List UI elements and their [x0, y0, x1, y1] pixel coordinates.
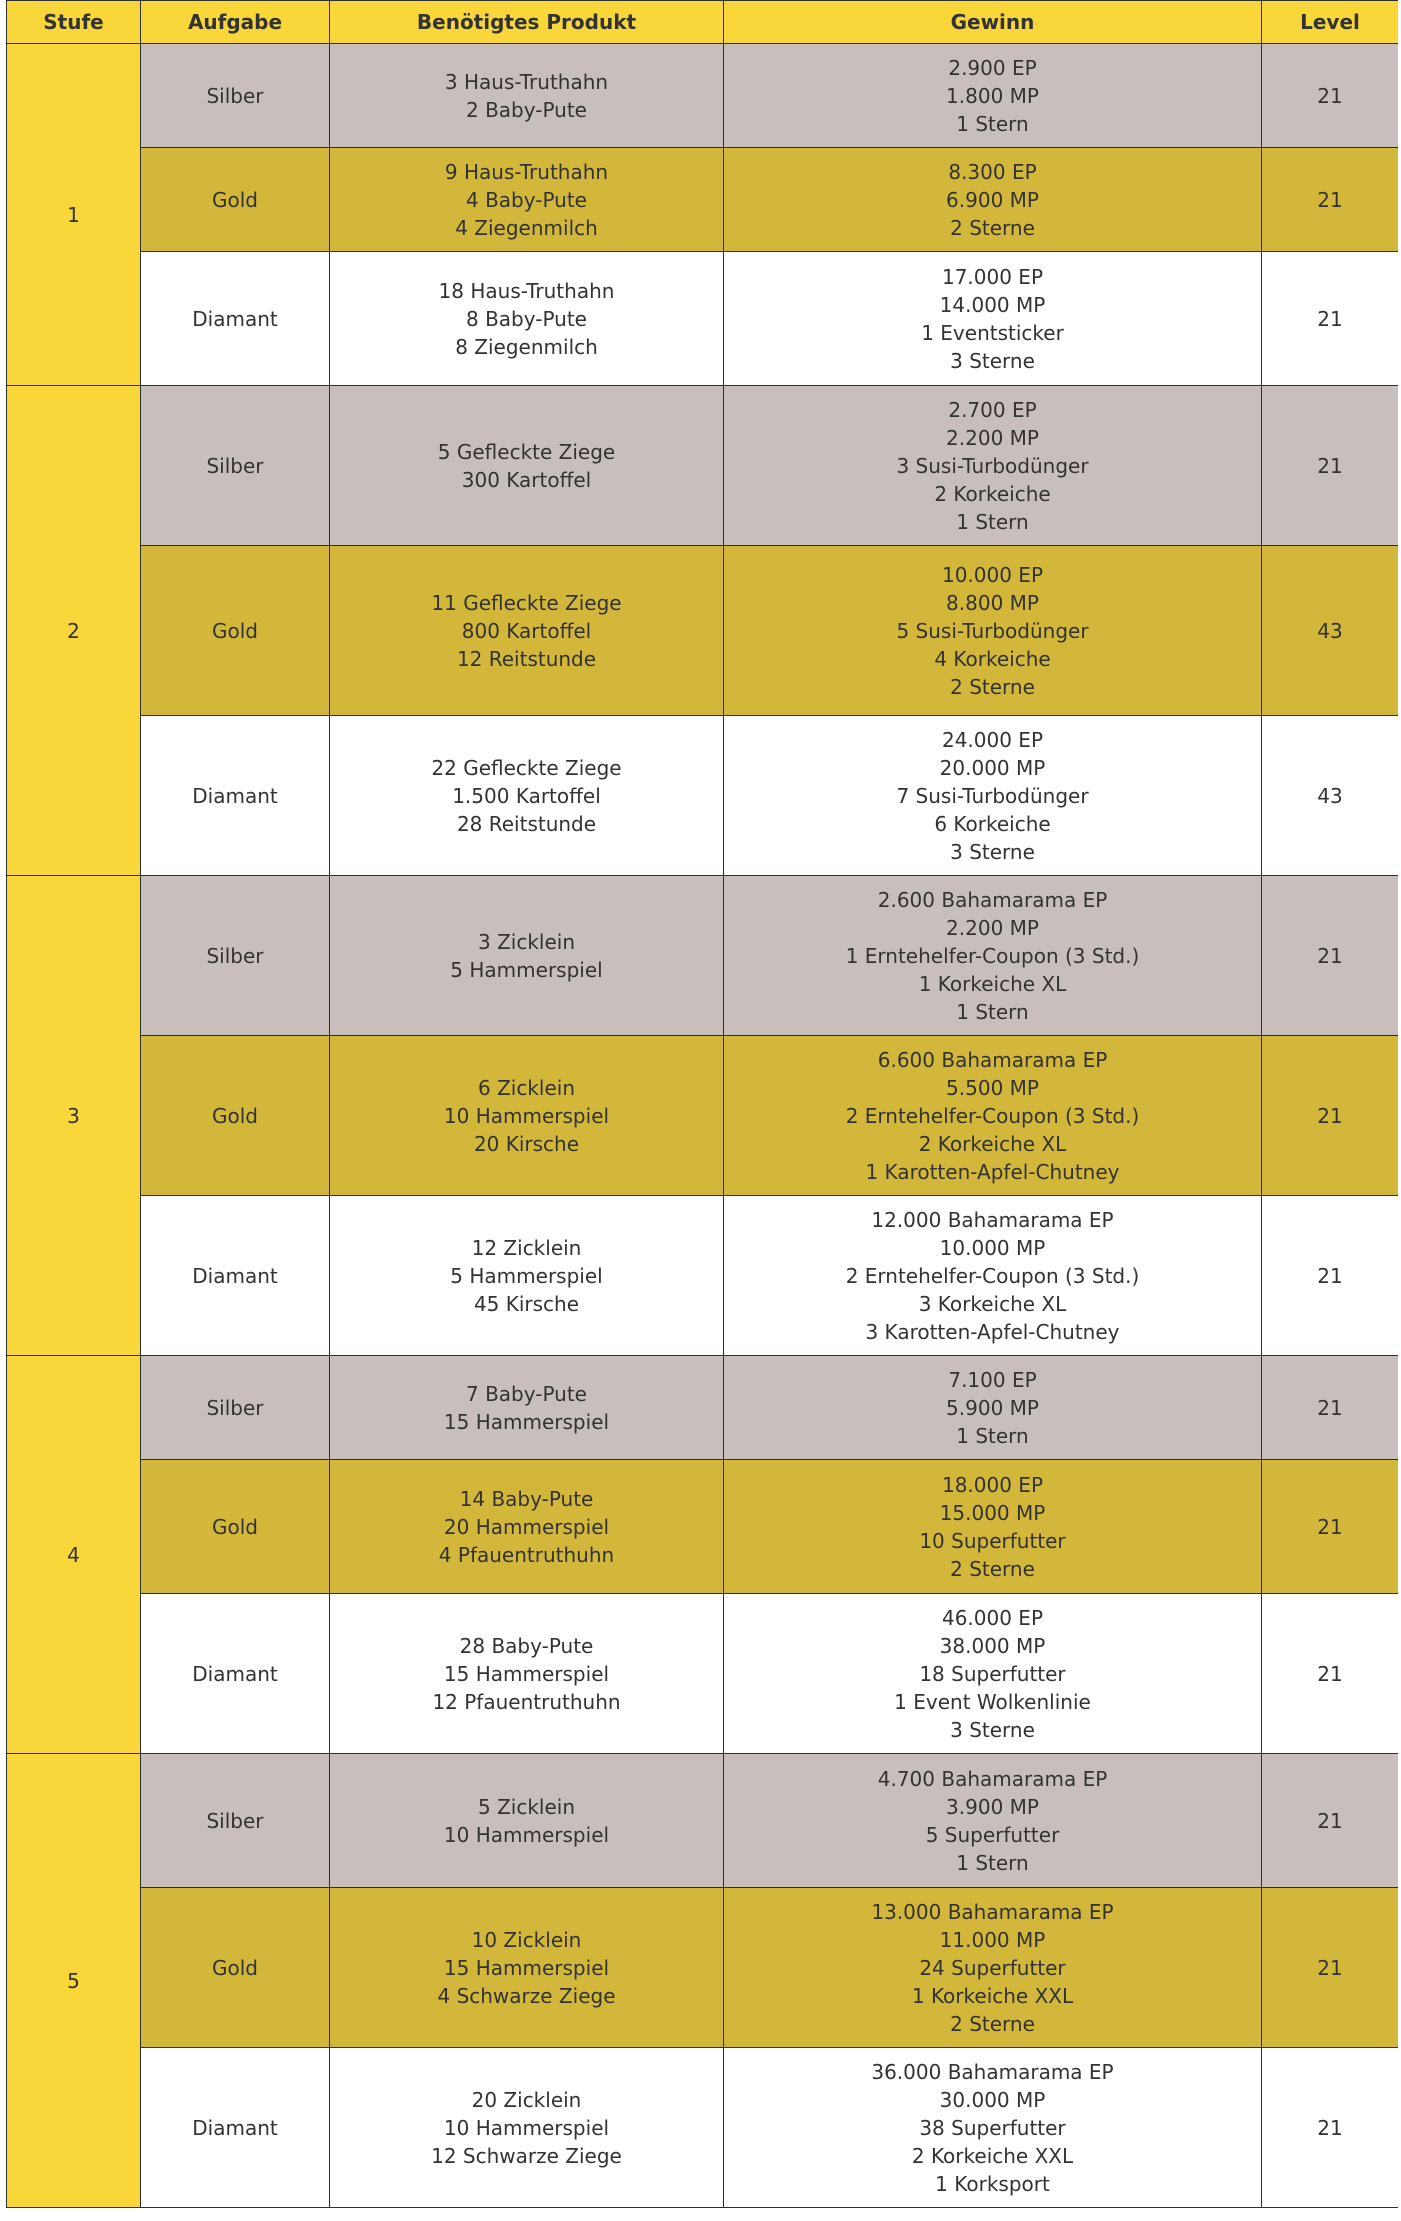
- gewinn-item: 15.000 MP: [939, 1500, 1046, 1525]
- level-cell: 21: [1262, 876, 1399, 1036]
- produkt-cell: [330, 1594, 724, 1754]
- gewinn-item: 3 Karotten-Apfel-Chutney: [865, 1319, 1120, 1344]
- table-row: [7, 2048, 1399, 2208]
- produkt-item: 800 Kartoffel: [461, 618, 592, 643]
- produkt-item: 15 Hammerspiel: [443, 1409, 610, 1434]
- gewinn-item: 11.000 MP: [939, 1927, 1046, 1952]
- produkt-cell: [330, 1196, 724, 1356]
- aufgabe-cell: Silber: [141, 1754, 330, 1888]
- gewinn-item: 13.000 Bahamarama EP: [871, 1899, 1114, 1924]
- gewinn-cell: [724, 386, 1262, 546]
- produkt-item: 45 Kirsche: [473, 1291, 580, 1316]
- gewinn-item: 5.900 MP: [946, 1395, 1039, 1420]
- produkt-item: 20 Zicklein: [471, 2087, 582, 2112]
- gewinn-item: 2 Sterne: [950, 674, 1035, 699]
- table-row: [7, 1356, 1399, 1460]
- gewinn-item: 3 Sterne: [950, 1717, 1035, 1742]
- produkt-item: 12 Pfauentruthuhn: [432, 1689, 621, 1714]
- gewinn-item: 2.600 Bahamarama EP: [877, 887, 1108, 912]
- gewinn-item: 6 Korkeiche: [934, 811, 1051, 836]
- produkt-item: 3 Haus-Truthahn: [444, 69, 609, 94]
- produkt-item: 12 Reitstunde: [456, 646, 597, 671]
- produkt-item: 15 Hammerspiel: [443, 1955, 610, 1980]
- gewinn-item: 1 Korksport: [935, 2171, 1050, 2196]
- gewinn-item: 14.000 MP: [939, 292, 1046, 317]
- produkt-cell: [330, 252, 724, 386]
- header-produkt: Benötigtes Produkt: [330, 1, 724, 44]
- produkt-cell: [330, 1754, 724, 1888]
- gewinn-item: 1 Stern: [956, 111, 1029, 136]
- table-body: [7, 44, 1399, 2208]
- level-cell: 21: [1262, 1594, 1399, 1754]
- produkt-item: 7 Baby-Pute: [466, 1381, 587, 1406]
- gewinn-item: 2.200 MP: [946, 425, 1039, 450]
- gewinn-item: 17.000 EP: [941, 264, 1044, 289]
- produkt-item: 6 Zicklein: [477, 1075, 575, 1100]
- gewinn-cell: [724, 1754, 1262, 1888]
- stufe-cell: 5: [7, 1754, 141, 2208]
- aufgabe-cell: Diamant: [141, 1594, 330, 1754]
- produkt-cell: [330, 716, 724, 876]
- table-row: [7, 1196, 1399, 1356]
- table-row: [7, 386, 1399, 546]
- table-row: [7, 1594, 1399, 1754]
- aufgabe-cell: Silber: [141, 386, 330, 546]
- gewinn-item: 2 Erntehelfer-Coupon (3 Std.): [845, 1263, 1140, 1288]
- produkt-cell: [330, 1356, 724, 1460]
- table-row: [7, 148, 1399, 252]
- produkt-item: 20 Kirsche: [473, 1131, 580, 1156]
- gewinn-item: 4.700 Bahamarama EP: [877, 1766, 1108, 1791]
- gewinn-cell: [724, 44, 1262, 148]
- rewards-table-container: [6, 0, 1398, 2221]
- gewinn-item: 3 Sterne: [950, 348, 1035, 373]
- gewinn-item: 2 Erntehelfer-Coupon (3 Std.): [845, 1103, 1140, 1128]
- gewinn-item: 24.000 EP: [941, 727, 1044, 752]
- produkt-item: 5 Hammerspiel: [450, 1263, 603, 1288]
- gewinn-item: 30.000 MP: [939, 2087, 1046, 2112]
- stufe-cell: 3: [7, 876, 141, 1356]
- gewinn-cell: [724, 1356, 1262, 1460]
- produkt-cell: [330, 1888, 724, 2048]
- level-cell: 21: [1262, 1196, 1399, 1356]
- gewinn-cell: [724, 876, 1262, 1036]
- gewinn-item: 38 Superfutter: [919, 2115, 1066, 2140]
- table-row: [7, 1888, 1399, 2048]
- header-row: [7, 1, 1399, 44]
- table-row: [7, 44, 1399, 148]
- gewinn-item: 3 Susi-Turbodünger: [896, 453, 1089, 478]
- gewinn-cell: [724, 1888, 1262, 2048]
- level-cell: 21: [1262, 1460, 1399, 1594]
- gewinn-item: 18 Superfutter: [919, 1661, 1066, 1686]
- table-row: [7, 252, 1399, 386]
- gewinn-item: 3 Sterne: [950, 839, 1035, 864]
- gewinn-item: 1 Stern: [956, 1850, 1029, 1875]
- gewinn-cell: [724, 252, 1262, 386]
- level-cell: 21: [1262, 252, 1399, 386]
- stufe-cell: 2: [7, 386, 141, 876]
- produkt-item: 5 Gefleckte Ziege: [437, 439, 616, 464]
- gewinn-item: 6.600 Bahamarama EP: [877, 1047, 1108, 1072]
- gewinn-item: 8.300 EP: [948, 159, 1037, 184]
- gewinn-item: 1 Stern: [956, 1423, 1029, 1448]
- produkt-item: 20 Hammerspiel: [443, 1514, 610, 1539]
- gewinn-cell: [724, 2048, 1262, 2208]
- gewinn-item: 4 Korkeiche: [934, 646, 1051, 671]
- level-cell: 21: [1262, 1036, 1399, 1196]
- aufgabe-cell: Diamant: [141, 252, 330, 386]
- gewinn-cell: [724, 1460, 1262, 1594]
- gewinn-item: 2 Sterne: [950, 215, 1035, 240]
- level-cell: 21: [1262, 1754, 1399, 1888]
- level-cell: 21: [1262, 1356, 1399, 1460]
- produkt-item: 12 Schwarze Ziege: [431, 2143, 622, 2168]
- gewinn-item: 1.800 MP: [946, 83, 1039, 108]
- produkt-cell: [330, 386, 724, 546]
- aufgabe-cell: Gold: [141, 546, 330, 716]
- produkt-item: 14 Baby-Pute: [459, 1486, 594, 1511]
- table-row: [7, 546, 1399, 716]
- produkt-cell: [330, 1460, 724, 1594]
- gewinn-item: 7.100 EP: [948, 1367, 1037, 1392]
- rewards-table: [6, 0, 1398, 2208]
- level-cell: 21: [1262, 44, 1399, 148]
- produkt-item: 2 Baby-Pute: [466, 97, 587, 122]
- aufgabe-cell: Gold: [141, 1460, 330, 1594]
- gewinn-item: 10 Superfutter: [919, 1528, 1066, 1553]
- gewinn-item: 1 Eventsticker: [921, 320, 1064, 345]
- aufgabe-cell: Gold: [141, 1036, 330, 1196]
- gewinn-item: 2 Korkeiche XL: [918, 1131, 1067, 1156]
- produkt-item: 4 Ziegenmilch: [455, 215, 598, 240]
- gewinn-item: 1 Stern: [956, 509, 1029, 534]
- gewinn-item: 1 Korkeiche XL: [918, 971, 1067, 996]
- produkt-item: 300 Kartoffel: [461, 467, 592, 492]
- gewinn-cell: [724, 1196, 1262, 1356]
- produkt-item: 12 Zicklein: [471, 1235, 582, 1260]
- table-row: [7, 876, 1399, 1036]
- produkt-item: 10 Hammerspiel: [443, 1822, 610, 1847]
- level-cell: 21: [1262, 386, 1399, 546]
- produkt-item: 4 Pfauentruthuhn: [438, 1542, 615, 1567]
- table-row: [7, 1460, 1399, 1594]
- level-cell: 21: [1262, 2048, 1399, 2208]
- produkt-cell: [330, 1036, 724, 1196]
- gewinn-item: 36.000 Bahamarama EP: [871, 2059, 1114, 2084]
- produkt-item: 4 Schwarze Ziege: [437, 1983, 616, 2008]
- gewinn-item: 18.000 EP: [941, 1472, 1044, 1497]
- gewinn-item: 46.000 EP: [941, 1605, 1044, 1630]
- aufgabe-cell: Diamant: [141, 1196, 330, 1356]
- produkt-cell: [330, 44, 724, 148]
- produkt-cell: [330, 876, 724, 1036]
- gewinn-item: 2 Sterne: [950, 1556, 1035, 1581]
- table-row: [7, 1754, 1399, 1888]
- gewinn-item: 5.500 MP: [946, 1075, 1039, 1100]
- produkt-item: 10 Hammerspiel: [443, 2115, 610, 2140]
- gewinn-item: 3.900 MP: [946, 1794, 1039, 1819]
- gewinn-item: 2.200 MP: [946, 915, 1039, 940]
- produkt-cell: [330, 546, 724, 716]
- stufe-cell: 1: [7, 44, 141, 386]
- gewinn-item: 1 Karotten-Apfel-Chutney: [865, 1159, 1120, 1184]
- gewinn-item: 5 Susi-Turbodünger: [896, 618, 1089, 643]
- gewinn-item: 24 Superfutter: [919, 1955, 1066, 1980]
- gewinn-item: 10.000 EP: [941, 562, 1044, 587]
- produkt-item: 10 Zicklein: [471, 1927, 582, 1952]
- header-level: Level: [1262, 1, 1399, 44]
- produkt-cell: [330, 148, 724, 252]
- gewinn-item: 1 Event Wolkenlinie: [894, 1689, 1091, 1714]
- header-gewinn: Gewinn: [724, 1, 1262, 44]
- gewinn-cell: [724, 1594, 1262, 1754]
- stufe-cell: 4: [7, 1356, 141, 1754]
- gewinn-item: 2.700 EP: [948, 397, 1037, 422]
- produkt-item: 9 Haus-Truthahn: [444, 159, 609, 184]
- level-cell: 43: [1262, 546, 1399, 716]
- gewinn-item: 6.900 MP: [946, 187, 1039, 212]
- gewinn-cell: [724, 546, 1262, 716]
- table-row: [7, 716, 1399, 876]
- header-aufgabe: Aufgabe: [141, 1, 330, 44]
- gewinn-item: 20.000 MP: [939, 755, 1046, 780]
- produkt-item: 22 Gefleckte Ziege: [431, 755, 622, 780]
- produkt-item: 10 Hammerspiel: [443, 1103, 610, 1128]
- gewinn-cell: [724, 716, 1262, 876]
- aufgabe-cell: Gold: [141, 148, 330, 252]
- level-cell: 21: [1262, 148, 1399, 252]
- produkt-item: 1.500 Kartoffel: [452, 783, 601, 808]
- gewinn-item: 8.800 MP: [946, 590, 1039, 615]
- gewinn-item: 38.000 MP: [939, 1633, 1046, 1658]
- produkt-item: 8 Baby-Pute: [466, 306, 587, 331]
- gewinn-item: 2 Korkeiche: [934, 481, 1051, 506]
- gewinn-item: 3 Korkeiche XL: [918, 1291, 1067, 1316]
- gewinn-item: 2 Sterne: [950, 2011, 1035, 2036]
- produkt-item: 11 Gefleckte Ziege: [431, 590, 622, 615]
- gewinn-item: 5 Superfutter: [925, 1822, 1060, 1847]
- gewinn-item: 12.000 Bahamarama EP: [871, 1207, 1114, 1232]
- gewinn-cell: [724, 148, 1262, 252]
- produkt-item: 5 Zicklein: [477, 1794, 575, 1819]
- produkt-item: 18 Haus-Truthahn: [438, 278, 615, 303]
- gewinn-cell: [724, 1036, 1262, 1196]
- gewinn-item: 1 Erntehelfer-Coupon (3 Std.): [845, 943, 1140, 968]
- table-header: [7, 1, 1399, 44]
- gewinn-item: 7 Susi-Turbodünger: [896, 783, 1089, 808]
- level-cell: 43: [1262, 716, 1399, 876]
- produkt-cell: [330, 2048, 724, 2208]
- aufgabe-cell: Diamant: [141, 2048, 330, 2208]
- aufgabe-cell: Silber: [141, 876, 330, 1036]
- aufgabe-cell: Silber: [141, 44, 330, 148]
- produkt-item: 15 Hammerspiel: [443, 1661, 610, 1686]
- aufgabe-cell: Silber: [141, 1356, 330, 1460]
- produkt-item: 5 Hammerspiel: [450, 957, 603, 982]
- produkt-item: 28 Baby-Pute: [459, 1633, 594, 1658]
- level-cell: 21: [1262, 1888, 1399, 2048]
- gewinn-item: 1 Stern: [956, 999, 1029, 1024]
- gewinn-item: 2.900 EP: [948, 55, 1037, 80]
- produkt-item: 3 Zicklein: [477, 929, 575, 954]
- gewinn-item: 2 Korkeiche XXL: [911, 2143, 1074, 2168]
- table-row: [7, 1036, 1399, 1196]
- gewinn-item: 1 Korkeiche XXL: [911, 1983, 1074, 2008]
- produkt-item: 4 Baby-Pute: [466, 187, 587, 212]
- aufgabe-cell: Gold: [141, 1888, 330, 2048]
- gewinn-item: 10.000 MP: [939, 1235, 1046, 1260]
- produkt-item: 8 Ziegenmilch: [455, 334, 598, 359]
- produkt-item: 28 Reitstunde: [456, 811, 597, 836]
- aufgabe-cell: Diamant: [141, 716, 330, 876]
- header-stufe: Stufe: [7, 1, 141, 44]
